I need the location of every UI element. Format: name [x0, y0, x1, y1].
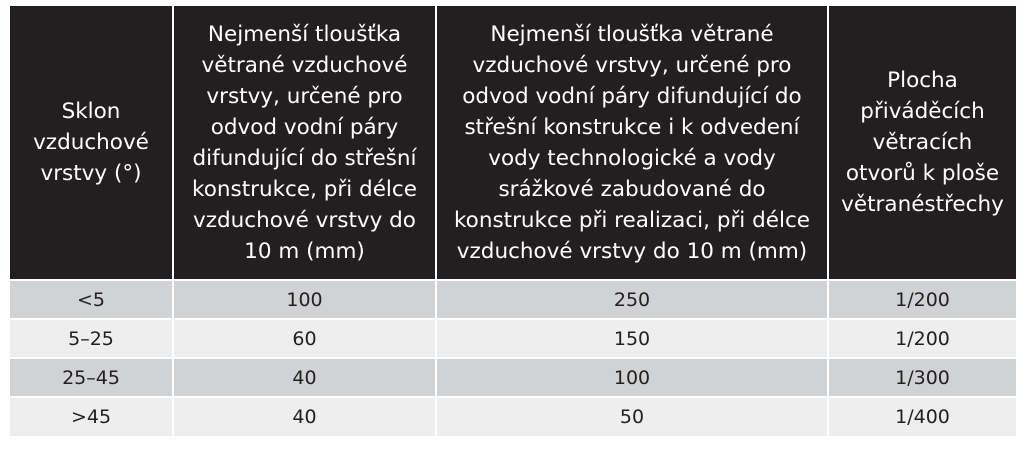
cell-opening-ratio: 1/200: [828, 319, 1016, 358]
table-header: [10, 6, 1016, 280]
cell-thickness-vapour: 40: [173, 358, 436, 397]
table-row: [10, 358, 1016, 397]
cell-opening-ratio: 1/300: [828, 358, 1016, 397]
table-row: [10, 280, 1016, 319]
table-row: [10, 319, 1016, 358]
cell-thickness-vapour-water: 100: [436, 358, 828, 397]
cell-thickness-vapour: 100: [173, 280, 436, 319]
header-inlet-opening-area: Plocha přiváděcích větracích otvorů k ploše větranéstřechy: [828, 6, 1016, 280]
ventilation-table: [10, 6, 1016, 436]
cell-slope: 25–45: [10, 358, 173, 397]
cell-opening-ratio: 1/400: [828, 397, 1016, 436]
cell-thickness-vapour: 40: [173, 397, 436, 436]
header-slope: Sklon vzduchové vrstvy (°): [10, 6, 173, 280]
table-row: [10, 397, 1016, 436]
cell-thickness-vapour: 60: [173, 319, 436, 358]
cell-slope: >45: [10, 397, 173, 436]
cell-slope: <5: [10, 280, 173, 319]
cell-thickness-vapour-water: 150: [436, 319, 828, 358]
table-body: [10, 280, 1016, 436]
cell-slope: 5–25: [10, 319, 173, 358]
cell-opening-ratio: 1/200: [828, 280, 1016, 319]
ventilation-table-container: [10, 6, 1016, 455]
header-min-thickness-vapour-water: Nejmenší tloušťka větrané vzduchové vrstvy, určené pro odvod vodní páry difundující do střešní konstrukce i k odvedení vody technologické a vody srážkové zabudované do konstrukce při realizaci, při délce vzduchové vrstvy do 10 m (mm): [436, 6, 828, 280]
header-row: [10, 6, 1016, 280]
header-min-thickness-vapour: Nejmenší tloušťka větrané vzduchové vrstvy, určené pro odvod vodní páry difundující do střešní konstrukce, při délce vzduchové vrstvy do 10 m (mm): [173, 6, 436, 280]
cell-thickness-vapour-water: 250: [436, 280, 828, 319]
cell-thickness-vapour-water: 50: [436, 397, 828, 436]
